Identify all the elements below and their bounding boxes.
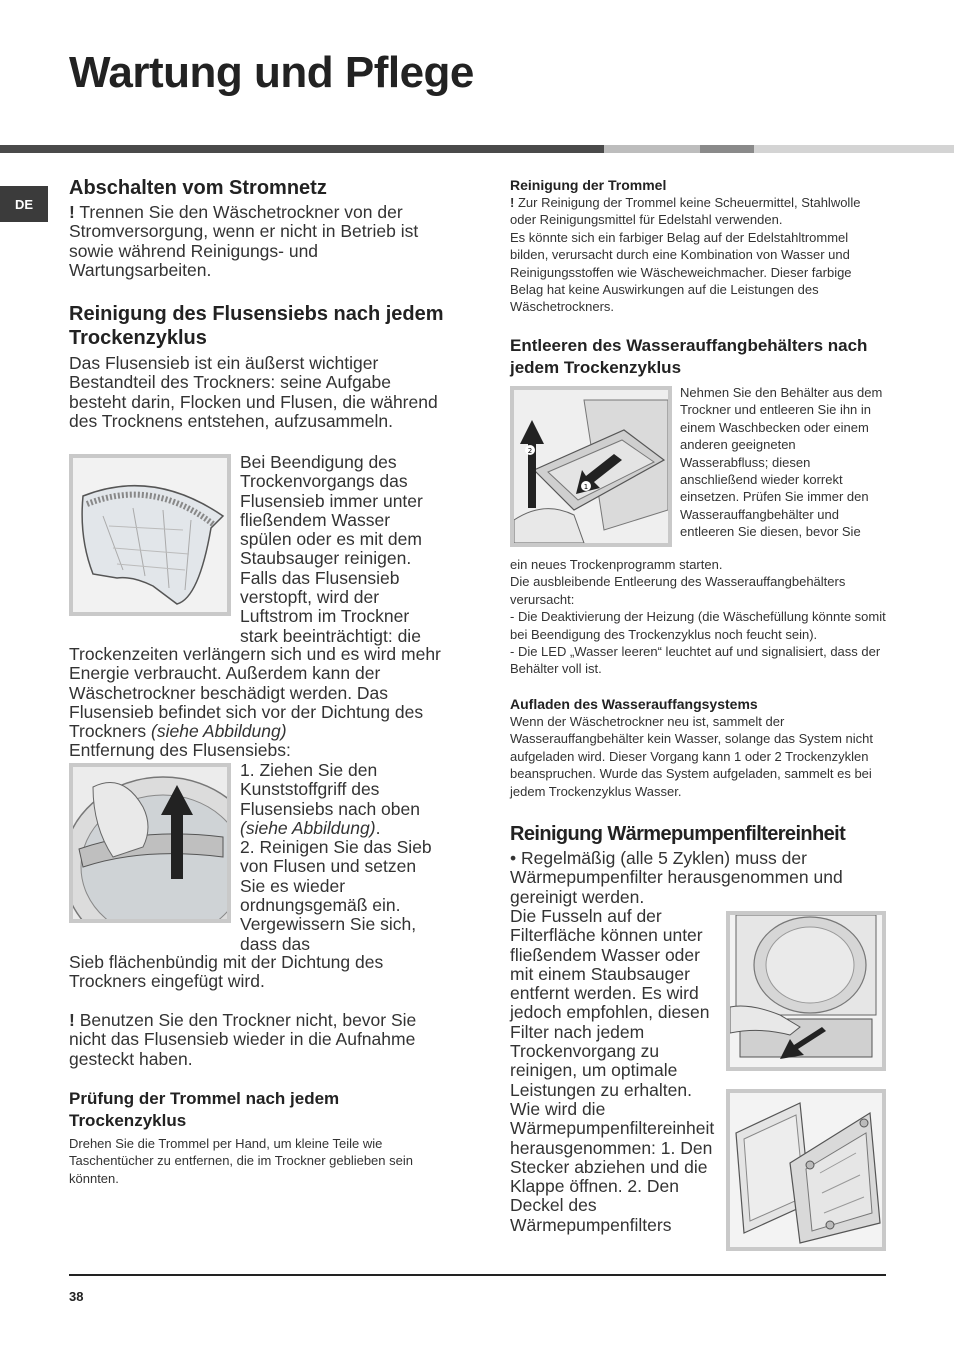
removal-steps: 1. Ziehen Sie den Kunststoffgriff des Flusensiebs nach oben (siehe Abbildung). 2. Reinigen Sie das Sieb von Flusen und setzen Sie es wieder ordnungsgemäß ein. Vergewissern Sie sich, dass das: [240, 760, 432, 954]
section-title-lint-filter: Reinigung des Flusensiebs nach jedem Trockenzyklus: [69, 303, 444, 349]
lint-filter-continued: Trockenzeiten verlängern sich und es wird mehr Energie verbraucht. Außerdem kann der Wäschetrockner beschädigt werden. Das Flusensieb befindet sich vor der Dichtung des Trockners (siehe Abbildung) Entfernung des Flusensiebs:: [69, 644, 441, 761]
water-container-illustration: [514, 390, 668, 543]
figure-label-1: 1: [583, 483, 589, 491]
lint-filter-removal-figure: [69, 763, 231, 923]
removal-heading: Entfernung des Flusensiebs:: [69, 740, 291, 761]
drum-cleaning-section: [510, 176, 886, 316]
section-title-water-container: Entleeren des Wasserauffangbehälters nach jedem Trockenzyklus: [510, 336, 868, 377]
page-title: Wartung und Pflege: [69, 48, 474, 97]
header-bar-dark: [0, 145, 604, 153]
language-tab: DE: [0, 186, 48, 222]
header-bar-pale: [754, 145, 954, 153]
drum-cleaning-text: ! Zur Reinigung der Trommel keine Scheuermittel, Stahlwolle oder Reinigungsmittel für Edelstahl verwenden. Es könnte sich ein farbiger Belag auf der Edelstahltrommel bilden, verursacht durch eine Kombination von Wasser und Reinigungsstoffen wie Wäscheweichmacher. Dieser farbige Belag hat keine Auswirkungen auf die Leistungen des Wäschetrockners.: [510, 195, 861, 315]
left-column: [69, 176, 441, 280]
warning-mark: !: [69, 202, 75, 222]
power-off-text: ! Trennen Sie den Wäschetrockner von der Stromversorgung, wenn er nicht in Betrieb ist sowie während Reinigungs- und Wartungsarbeiten.: [69, 202, 419, 280]
removal-step-1: 1. Ziehen Sie den Kunststoffgriff des Flusensiebs nach oben: [240, 760, 420, 819]
heat-pump-filter-steps: Die Fusseln auf der Filterfläche können unter fließendem Wasser oder mit einem Staubsauger entfernt werden. Es wird jedoch empfohlen, diesen Filter nach jedem Trockenvorgang zu reinigen, um optimale Leistungen zu erhalten. Wie wird die Wärmepumpenfiltereinheit herausgenommen: 1. Den Stecker abziehen und die Klappe öffnen. 2. Den Deckel des Wärmepumpenfilters: [510, 906, 715, 1235]
dryer-open-illustration: [730, 915, 882, 1067]
footer-rule: [69, 1274, 886, 1276]
lint-filter-figure: [69, 454, 231, 616]
lint-filter-section: [69, 302, 449, 431]
removal-step-2-continued: Sieb flächenbündig mit der Dichtung des Trockners eingefügt wird.: [69, 952, 384, 992]
water-container-figure: [510, 386, 672, 547]
drum-check-text: Drehen Sie die Trommel per Hand, um kleine Teile wie Taschentücher zu entfernen, die im Trockner geblieben sein könnten.: [69, 1136, 413, 1186]
heat-pump-filter-figure: [726, 1089, 886, 1251]
heat-pump-filter-intro: • Regelmäßig (alle 5 Zyklen) muss der Wärmepumpenfilter herausgenommen und gereinigt werden.: [510, 848, 843, 907]
removal-step-2: 2. Reinigen Sie das Sieb von Flusen und setzen Sie es wieder ordnungsgemäß ein. Vergewissern Sie sich, dass das: [240, 837, 432, 954]
figure-label-2: 2: [527, 447, 533, 455]
lint-filter-beside-text: Bei Beendigung des Trockenvorgangs das Flusensieb immer unter fließendem Wasser spülen oder es mit dem Staubsauger reinigen. Falls das Flusensieb verstopft, wird der Luftstrom im Trockner stark beeinträchtigt: die: [240, 452, 423, 646]
header-bar-mid: [700, 145, 754, 153]
page-number: 38: [69, 1289, 84, 1304]
lint-filter-removal-illustration: [73, 767, 227, 919]
lint-filter-warning: ! Benutzen Sie den Trockner nicht, bevor Sie nicht das Flusensieb wieder in die Aufnahme gesteckt haben.: [69, 1010, 417, 1069]
water-container-beside-text: Nehmen Sie den Behälter aus dem Trockner und entleeren Sie ihn in einem Waschbecken oder einem anderen geeigneten Wasserabfluss; diesen anschließend wieder korrekt einsetzen. Prüfen Sie immer den Wasserauffangbehälter und entleeren Sie diesen, bevor Sie: [680, 385, 883, 540]
water-system-charging-section: [510, 695, 886, 800]
warning-mark: !: [69, 1010, 75, 1030]
lint-filter-intro: Das Flusensieb ist ein äußerst wichtiger Bestandteil des Trockners: seine Aufgabe besteht darin, Flocken und Flusen, die während des Trocknens entstehen, aufzusammeln.: [69, 353, 438, 431]
water-system-charging-text: Wenn der Wäschetrockner neu ist, sammelt der Wasserauffangbehälter kein Wasser, solange das System nicht aufgeladen wird. Dieser Vorgang kann 1 oder 2 Trockenzyklen beanspruchen. Wurde das System aufgeladen, sammelt es bei jedem Trockenzyklus Wasser.: [510, 714, 873, 799]
water-container-section: [510, 335, 886, 379]
dryer-open-figure: [726, 911, 886, 1071]
drum-check-section: [69, 1088, 441, 1187]
section-title-drum-check: Prüfung der Trommel nach jedem Trockenzyklus: [69, 1089, 340, 1130]
section-title-heat-pump-filter: Reinigung Wärmepumpenfiltereinheit: [510, 823, 846, 845]
heat-pump-filter-illustration: [730, 1093, 882, 1247]
section-title-power-off: Abschalten vom Stromnetz: [69, 177, 327, 199]
section-title-drum-cleaning: Reinigung der Trommel: [510, 177, 667, 193]
header-bar-light: [604, 145, 700, 153]
section-title-water-system-charging: Aufladen des Wasserauffangsystems: [510, 696, 758, 712]
water-container-continued: ein neues Trockenprogramm starten. Die ausbleibende Entleerung des Wasserauffangbehälters verursacht: - Die Deaktivierung der Heizung (die Wäschefüllung könnte somit bei Beendigung des Trockenzyklus noch feucht sein). - Die LED „Wasser leeren“ leuchtet auf und signalisiert, dass der Behälter voll ist.: [510, 557, 886, 677]
heat-pump-filter-section: [510, 822, 886, 907]
lint-filter-illustration: [73, 458, 227, 612]
warning-mark: !: [510, 195, 515, 210]
